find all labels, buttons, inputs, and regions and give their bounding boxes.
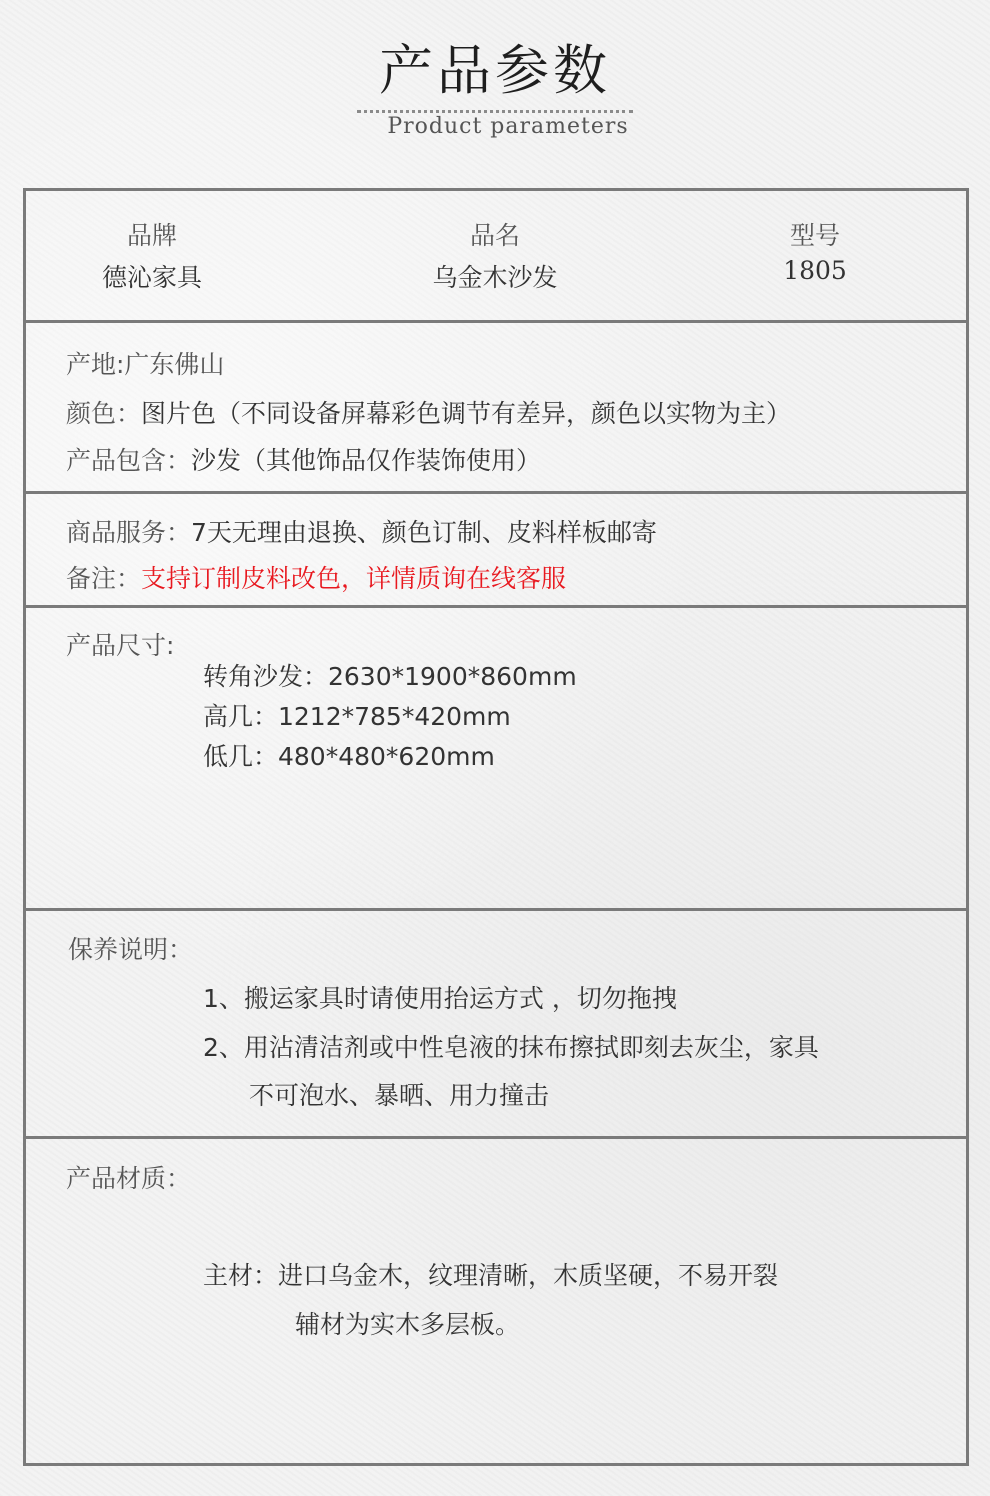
brand-label: 品牌 [126, 221, 177, 250]
model-value: 1805 [783, 256, 847, 285]
contents-row [66, 441, 541, 477]
color-label: 颜色： [66, 399, 142, 428]
size-line-high-table: 高几：1212*785*420mm [203, 702, 511, 731]
row-divider [23, 908, 969, 911]
contents-value: 沙发（其他饰品仅作装饰使用） [191, 446, 542, 475]
contents-label: 产品包含： [66, 446, 192, 475]
title-divider [357, 110, 633, 113]
note-value: 支持订制皮料改色，详情质询在线客服 [141, 564, 567, 593]
row-divider [23, 1136, 969, 1139]
row-divider [23, 320, 969, 323]
model-label: 型号 [789, 221, 840, 250]
page-title: 产品参数 [379, 39, 611, 102]
origin-text: 产地:广东佛山 [66, 350, 225, 379]
service-label: 商品服务： [66, 518, 192, 547]
name-label: 品名 [469, 221, 520, 250]
care-line-2: 2、用沾清洁剂或中性皂液的抹布擦拭即刻去灰尘，家具 [203, 1033, 819, 1062]
care-line-3: 不可泡水、暴晒、用力撞击 [249, 1081, 550, 1110]
color-value: 图片色（不同设备屏幕彩色调节有差异，颜色以实物为主） [141, 399, 792, 428]
note-row [66, 559, 566, 595]
material-line-2: 辅材为实木多层板。 [295, 1310, 521, 1339]
color-row [66, 394, 791, 430]
size-line-sofa: 转角沙发：2630*1900*860mm [203, 662, 577, 691]
material-label: 产品材质： [66, 1164, 192, 1193]
service-row [66, 513, 657, 549]
size-label: 产品尺寸: [66, 631, 175, 660]
page-subtitle: Product parameters [387, 114, 629, 139]
row-divider [23, 491, 969, 494]
row-divider [23, 605, 969, 608]
care-line-1: 1、搬运家具时请使用抬运方式 ，切勿拖拽 [203, 984, 677, 1013]
brand-value: 德沁家具 [101, 263, 202, 292]
size-line-low-table: 低几：480*480*620mm [203, 742, 495, 771]
name-value: 乌金木沙发 [432, 263, 558, 292]
note-label: 备注： [66, 564, 142, 593]
care-label: 保养说明： [68, 935, 194, 964]
material-line-1: 主材：进口乌金木，纹理清晰，木质坚硬，不易开裂 [203, 1261, 779, 1290]
service-value: 7天无理由退换、颜色订制、皮料样板邮寄 [191, 518, 657, 547]
